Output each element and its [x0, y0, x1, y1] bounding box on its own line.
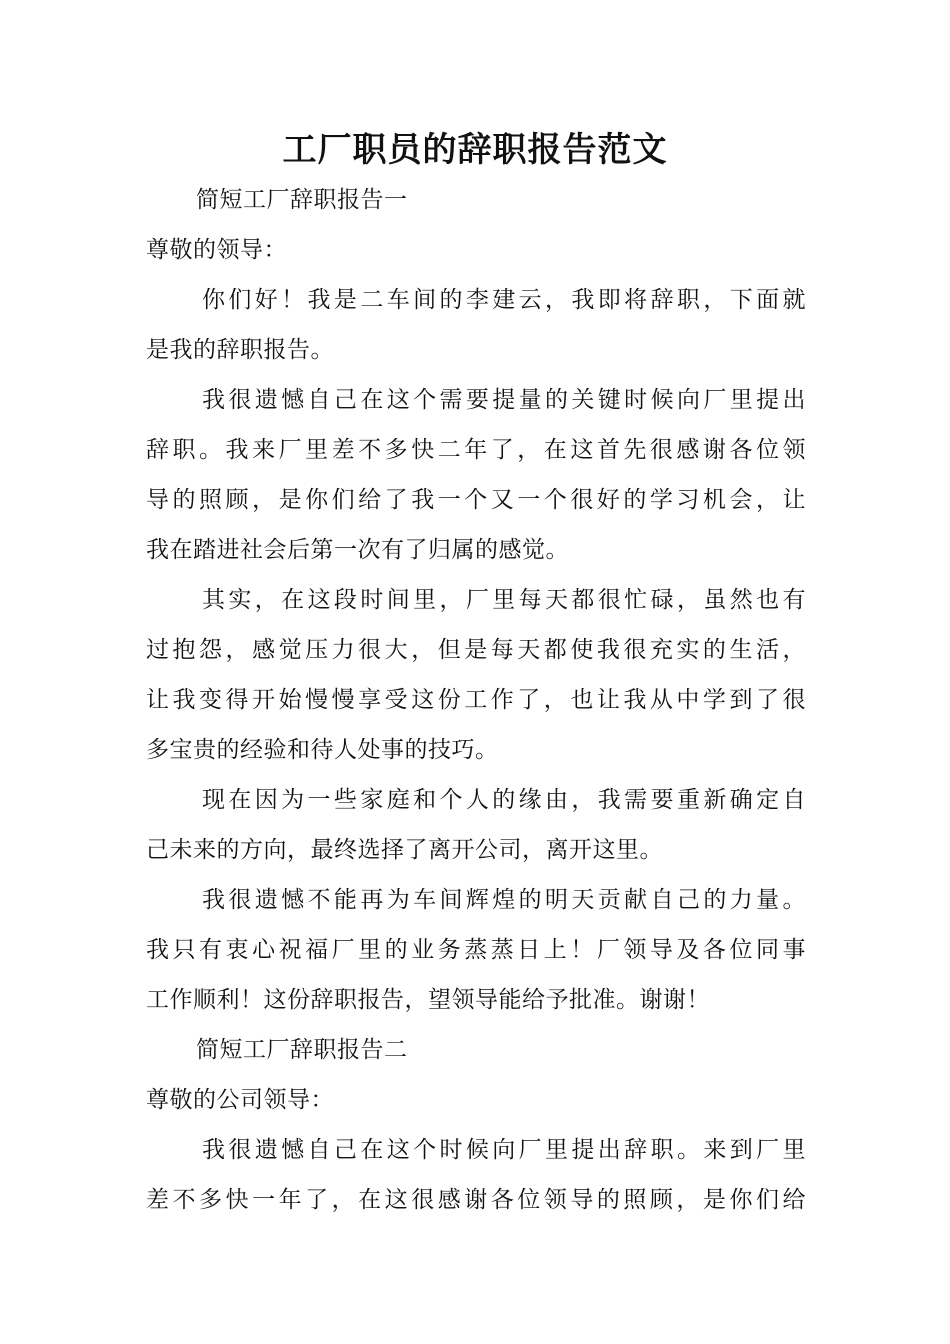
- paragraph-line: 过抱怨，感觉压力很大，但是每天都使我很充实的生活，: [146, 637, 806, 663]
- paragraph-line: 导的照顾，是你们给了我一个又一个很好的学习机会，让: [146, 487, 806, 513]
- paragraph-line: 我在踏进社会后第一次有了归属的感觉。: [146, 537, 569, 563]
- paragraph-line: 你们好！我是二车间的李建云，我即将辞职，下面就: [202, 287, 806, 313]
- paragraph-line: 我很遗憾自己在这个时候向厂里提出辞职。来到厂里: [202, 1137, 806, 1163]
- paragraph-line: 工作顺利！这份辞职报告，望领导能给予批准。谢谢！: [146, 987, 710, 1013]
- section-heading-2: 简短工厂辞职报告二: [196, 1037, 408, 1063]
- section-heading-1: 简短工厂辞职报告一: [196, 187, 408, 213]
- paragraph-line: 我很遗憾不能再为车间辉煌的明天贡献自己的力量。: [202, 887, 806, 913]
- paragraph-line: 现在因为一些家庭和个人的缘由，我需要重新确定自: [202, 787, 806, 813]
- paragraph-line: 己未来的方向，最终选择了离开公司，离开这里。: [146, 837, 663, 863]
- paragraph-line: 辞职。我来厂里差不多快二年了，在这首先很感谢各位领: [146, 437, 806, 463]
- paragraph-line: 多宝贵的经验和待人处事的技巧。: [146, 737, 499, 763]
- paragraph-line: 我很遗憾自己在这个需要提量的关键时候向厂里提出: [202, 387, 806, 413]
- paragraph-line: 让我变得开始慢慢享受这份工作了，也让我从中学到了很: [146, 687, 806, 713]
- document-title: 工厂职员的辞职报告范文: [282, 130, 668, 170]
- paragraph-line: 我只有衷心祝福厂里的业务蒸蒸日上！厂领导及各位同事: [146, 937, 806, 963]
- paragraph-line: 差不多快一年了，在这很感谢各位领导的照顾，是你们给: [146, 1187, 806, 1213]
- salutation-1: 尊敬的领导：: [146, 237, 287, 263]
- paragraph-line: 其实，在这段时间里，厂里每天都很忙碌，虽然也有: [202, 587, 806, 613]
- paragraph-line: 是我的辞职报告。: [146, 337, 334, 363]
- salutation-2: 尊敬的公司领导：: [146, 1087, 334, 1113]
